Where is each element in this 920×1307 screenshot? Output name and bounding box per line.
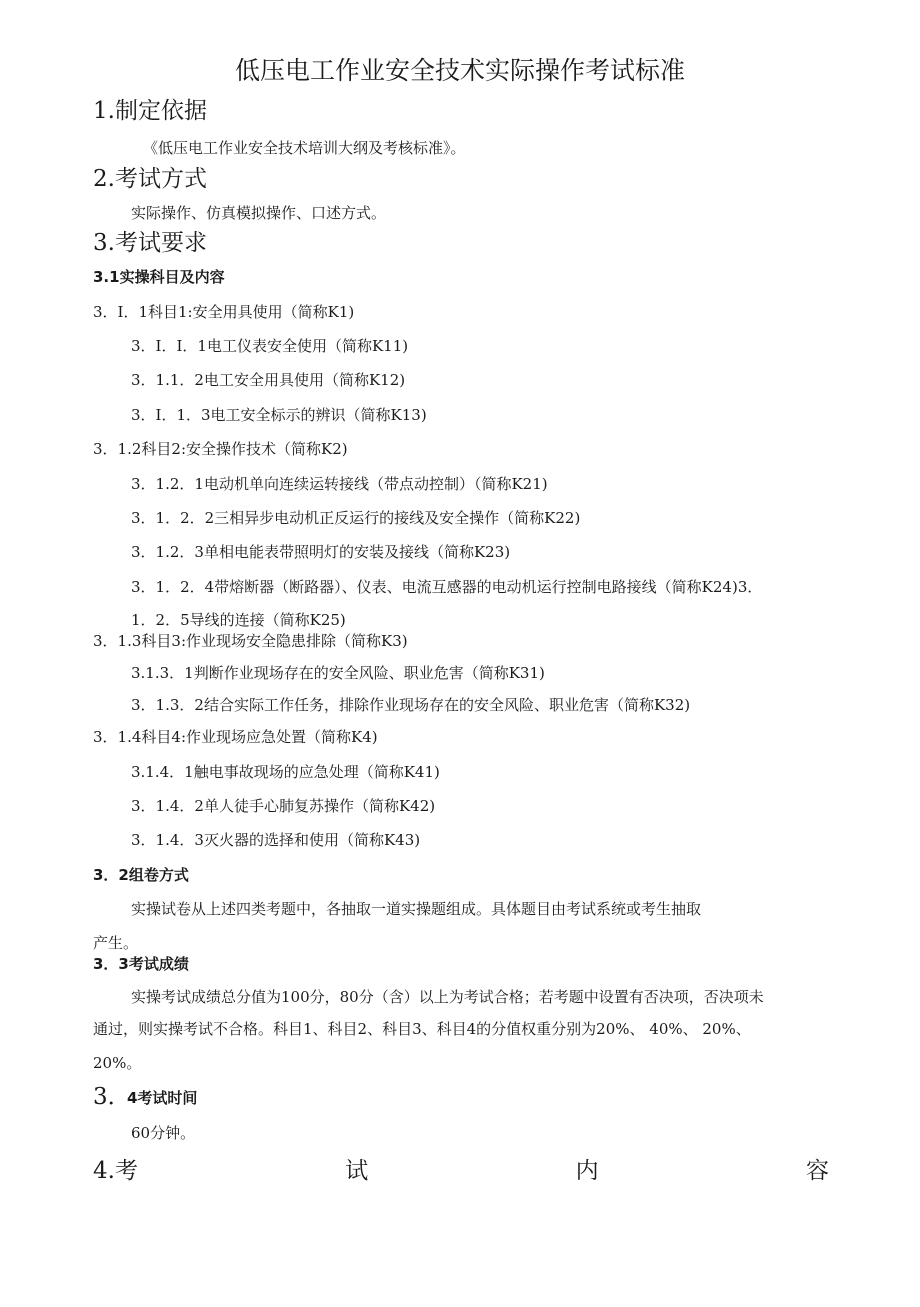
section-4-heading <box>93 1152 829 1182</box>
item-k42: 3．1.4．2单人徒手心肺复苏操作（简称K42) <box>131 797 436 815</box>
section-3-3-line-1: 实操考试成绩总分值为100分，80分（含）以上为考试合格；若考题中设置有否决项，否决项未 <box>131 988 764 1006</box>
section-3-3-line-3: 20%。 <box>93 1054 142 1072</box>
section-3-2-line-2: 产生。 <box>93 934 139 952</box>
item-k22: 3．1．2．2三相异步电动机正反运行的接线及安全操作（简称K22) <box>131 509 581 527</box>
section-1-heading: 1.制定依据 <box>93 98 207 124</box>
section-4-char-3: 内 <box>575 1158 599 1184</box>
section-3-2-heading: 3．2组卷方式 <box>93 866 189 884</box>
section-3-3-line-2: 通过，则实操考试不合格。科目1、科目2、科目3、科目4的分值权重分别为20%、 40%、 20%、 <box>93 1020 751 1038</box>
section-3-4-heading: 4考试时间 <box>127 1089 198 1107</box>
item-k31: 3.1.3．1判断作业现场存在的安全风险、职业危害（简称K31) <box>131 664 545 682</box>
section-3-2-line-1: 实操试卷从上述四类考题中，各抽取一道实操题组成。具体题目由考试系统或考生抽取 <box>131 900 702 918</box>
section-2-body: 实际操作、仿真模拟操作、口述方式。 <box>131 204 387 222</box>
section-1-body: 《低压电工作业安全技术培训大纲及考核标准》。 <box>143 139 466 157</box>
section-4-char-1: 4.考 <box>93 1158 138 1184</box>
item-k12: 3．1.1．2电工安全用具使用（简称K12) <box>131 371 406 389</box>
section-3-3-heading: 3．3考试成绩 <box>93 955 189 973</box>
section-4-char-4: 容 <box>805 1158 829 1184</box>
section-4-char-2: 试 <box>345 1158 369 1184</box>
section-3-4-number: 3． <box>93 1084 131 1110</box>
subject-k1: 3．I．1科目1:安全用具使用（简称K1) <box>93 303 355 321</box>
item-k11: 3．I．I．1电工仪表安全使用（简称K11) <box>131 337 409 355</box>
section-3-1-heading: 3.1实操科目及内容 <box>93 268 225 286</box>
item-k24: 3．1．2．4带熔断器（断路器）、仪表、电流互感器的电动机运行控制电路接线（简称K24)3． <box>131 578 763 596</box>
subject-k4: 3．1.4科目4:作业现场应急处置（简称K4) <box>93 728 378 746</box>
section-3-4-body: 60分钟。 <box>131 1124 196 1142</box>
item-k13: 3．I．1．3电工安全标示的辨识（简称K13) <box>131 406 427 424</box>
item-k32: 3．1.3．2结合实际工作任务，排除作业现场存在的安全风险、职业危害（简称K32) <box>131 696 691 714</box>
section-2-heading: 2.考试方式 <box>93 166 207 192</box>
item-k25: 1．2．5导线的连接（简称K25) <box>131 611 346 629</box>
item-k43: 3．1.4．3灭火器的选择和使用（简称K43) <box>131 831 421 849</box>
section-3-heading: 3.考试要求 <box>93 230 207 256</box>
item-k21: 3．1.2．1电动机单向连续运转接线（带点动控制）（简称K21) <box>131 475 548 493</box>
subject-k2: 3．1.2科目2:安全操作技术（简称K2) <box>93 440 348 458</box>
item-k23: 3．1.2．3单相电能表带照明灯的安装及接线（简称K23) <box>131 543 511 561</box>
subject-k3: 3．1.3科目3:作业现场安全隐患排除（简称K3) <box>93 632 408 650</box>
item-k41: 3.1.4．1触电事故现场的应急处理（简称K41) <box>131 763 440 781</box>
document-title: 低压电工作业安全技术实际操作考试标准 <box>234 56 685 85</box>
